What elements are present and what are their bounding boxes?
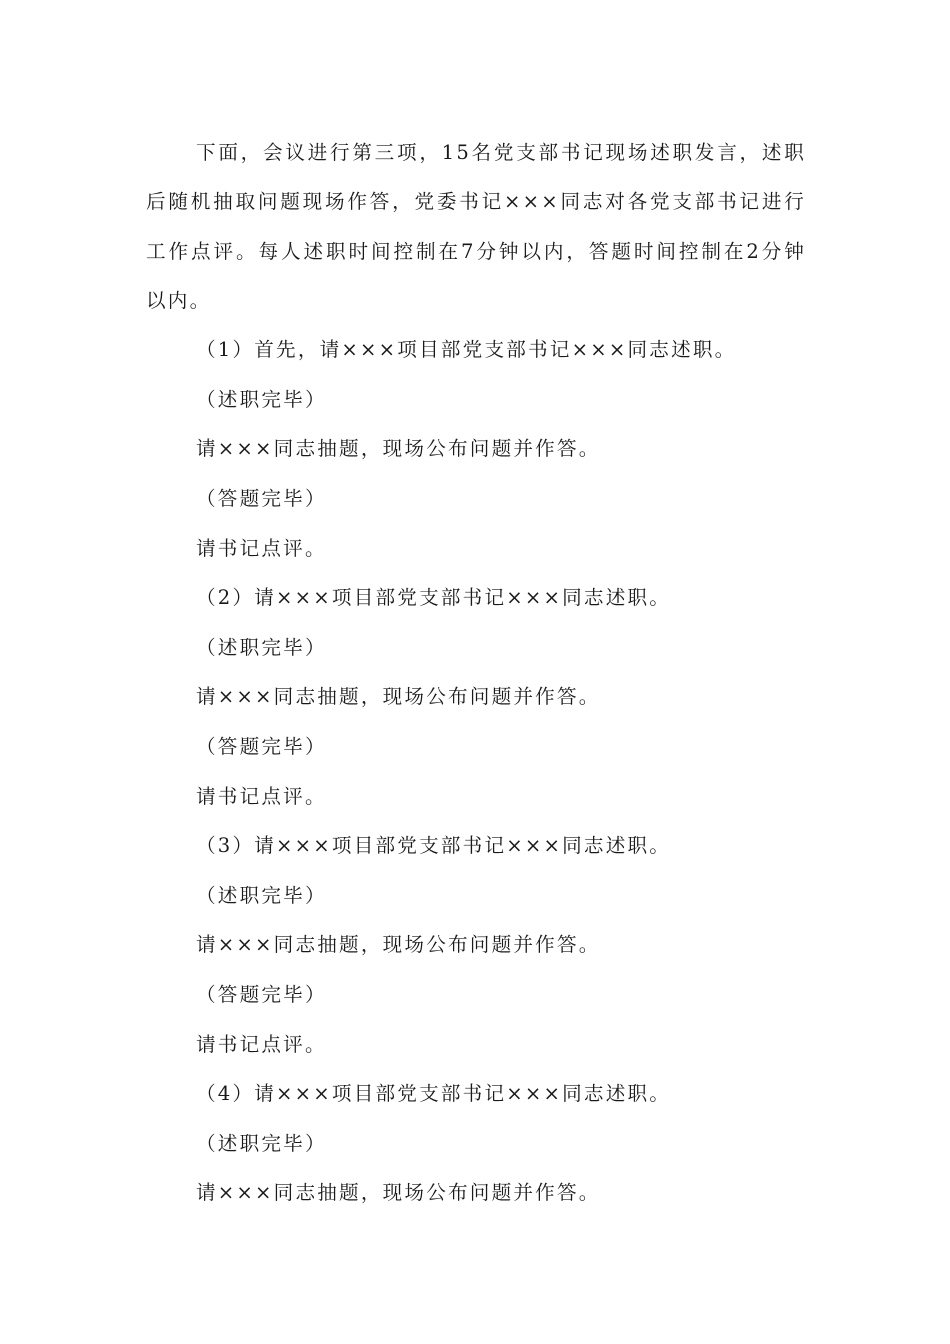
document-body [146,128,806,1218]
secretary-comment-line: 请书记点评。 [196,536,327,560]
question-draw-line: 请×××同志抽题，现场公布问题并作答。 [196,933,601,957]
speech-complete-note: （述职完毕） [196,883,327,907]
item-4-speech: （4）请×××项目部党支部书记×××同志述职。 [196,1082,672,1106]
secretary-comment-line: 请书记点评。 [196,1032,327,1056]
item-1-speech: （1）首先，请×××项目部党支部书记×××同志述职。 [196,338,737,362]
question-draw-line: 请×××同志抽题，现场公布问题并作答。 [196,685,601,709]
speech-complete-note: （述职完毕） [196,387,327,411]
question-draw-line: 请×××同志抽题，现场公布问题并作答。 [196,1181,601,1205]
question-draw-line: 请×××同志抽题，现场公布问题并作答。 [196,437,601,461]
answer-complete-note: （答题完毕） [196,486,327,510]
answer-complete-note: （答题完毕） [196,734,327,758]
item-3-speech: （3）请×××项目部党支部书记×××同志述职。 [196,834,672,858]
speech-complete-note: （述职完毕） [196,635,327,659]
secretary-comment-line: 请书记点评。 [196,784,327,808]
speech-complete-note: （述职完毕） [196,1131,327,1155]
answer-complete-note: （答题完毕） [196,982,327,1006]
intro-paragraph: 下面，会议进行第三项，15名党支部书记现场述职发言，述职后随机抽取问题现场作答，党委书记×××同志对各党支部书记进行工作点评。每人述职时间控制在7分钟以内，答题时间控制在2分钟以内。 [146,141,806,312]
item-2-speech: （2）请×××项目部党支部书记×××同志述职。 [196,586,672,610]
